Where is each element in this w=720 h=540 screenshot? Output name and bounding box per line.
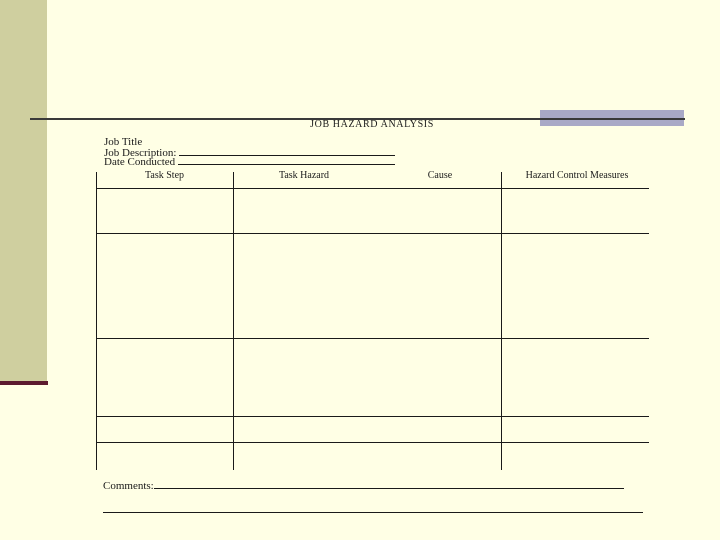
job-description-label: Job Description: <box>104 147 177 159</box>
table-row-rule <box>96 233 649 234</box>
comments-label: Comments: <box>103 480 154 492</box>
form-title: JOB HAZARD ANALYSIS <box>310 119 434 130</box>
table-border-left <box>96 172 97 470</box>
table-row-rule <box>96 416 649 417</box>
comments-field <box>103 478 624 492</box>
table-row-rule <box>96 442 649 443</box>
table-header-rule <box>96 188 649 189</box>
header-task-hazard: Task Hazard <box>278 170 330 181</box>
table-divider-1 <box>233 172 234 470</box>
table-row-rule <box>96 338 649 339</box>
date-conducted-blank <box>178 155 395 165</box>
header-task-step: Task Step <box>144 170 185 181</box>
comments-blank <box>154 478 624 489</box>
header-cause: Cause <box>427 170 453 181</box>
side-bar-edge <box>0 381 48 385</box>
date-conducted-label: Date Conducted <box>104 156 176 168</box>
job-title-label: Job Title <box>104 136 143 148</box>
header-control-measures: Hazard Control Measures <box>525 170 629 181</box>
date-conducted-field <box>104 155 395 168</box>
comments-blank-line-2 <box>103 512 643 513</box>
side-bar <box>0 0 47 382</box>
table-divider-2 <box>501 172 502 470</box>
